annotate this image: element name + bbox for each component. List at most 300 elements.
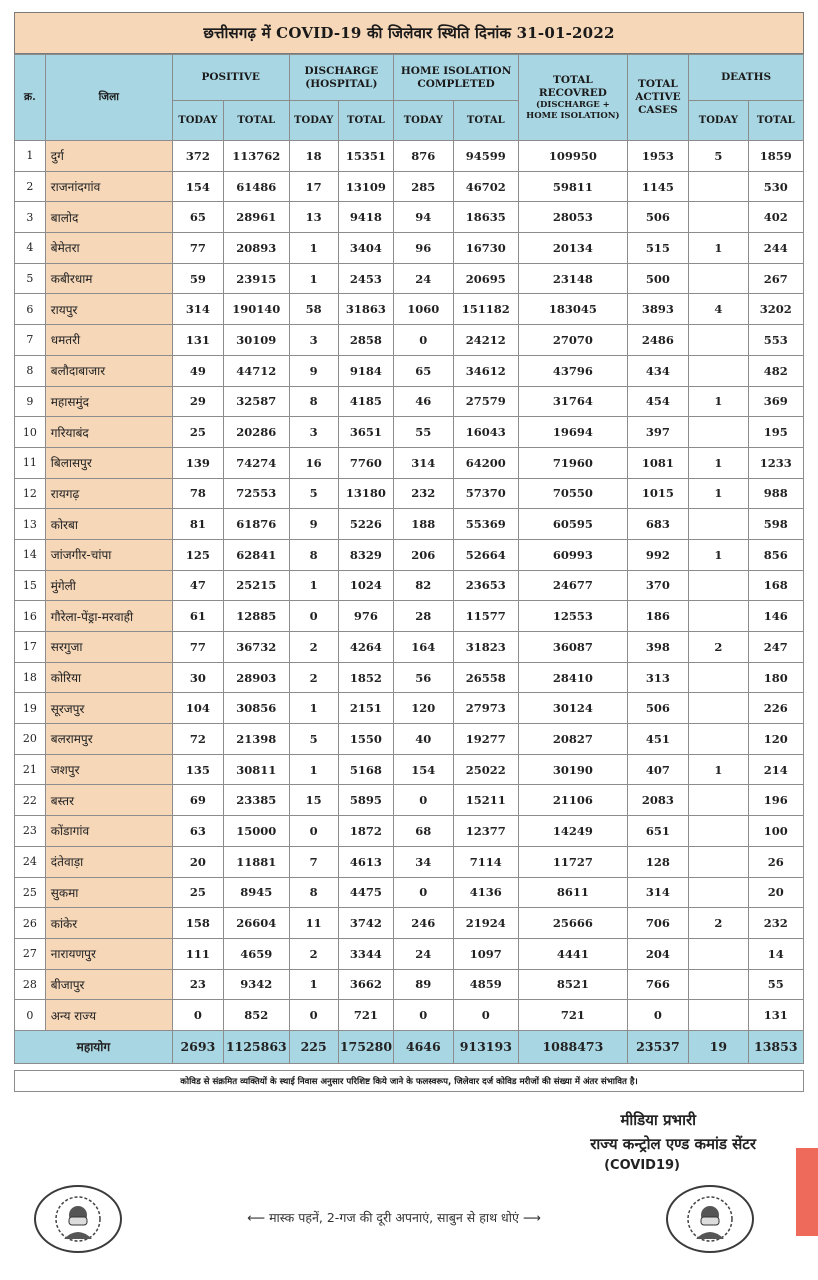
cell-dis-total: 5226 — [338, 509, 393, 540]
cell-active: 1015 — [627, 478, 688, 509]
cell-death-total: 214 — [748, 754, 803, 785]
cell-pos-total: 25215 — [224, 570, 290, 601]
cell-death-total: 26 — [748, 846, 803, 877]
cell-dis-total: 3404 — [338, 233, 393, 264]
cell-pos-total: 23385 — [224, 785, 290, 816]
cell-dis-today: 58 — [289, 294, 338, 325]
cell-recovered: 60595 — [519, 509, 628, 540]
cell-death-total: 856 — [748, 539, 803, 570]
cell-death-today: 2 — [689, 632, 748, 663]
cell-pos-total: 30109 — [224, 325, 290, 356]
cell-pos-total: 21398 — [224, 724, 290, 755]
cell-dis-total: 13180 — [338, 478, 393, 509]
grand-total-death-total: 13853 — [748, 1030, 803, 1063]
cell-dis-total: 7760 — [338, 447, 393, 478]
row-district: दुर्ग — [45, 141, 172, 172]
cell-active: 186 — [627, 601, 688, 632]
cell-death-total: 232 — [748, 908, 803, 939]
cell-recovered: 19694 — [519, 417, 628, 448]
table-row — [15, 601, 804, 632]
media-credit — [590, 1110, 756, 1173]
cell-dis-total: 1024 — [338, 570, 393, 601]
cell-active: 370 — [627, 570, 688, 601]
cell-pos-today: 30 — [172, 662, 223, 693]
cell-death-total: 247 — [748, 632, 803, 663]
cell-dis-today: 13 — [289, 202, 338, 233]
row-district: महासमुंद — [45, 386, 172, 417]
cell-active: 313 — [627, 662, 688, 693]
grand-total-death-today: 19 — [689, 1030, 748, 1063]
cell-pos-total: 61876 — [224, 509, 290, 540]
cell-recovered: 30124 — [519, 693, 628, 724]
cell-hi-total: 0 — [453, 1000, 519, 1031]
cell-dis-total: 4475 — [338, 877, 393, 908]
cell-recovered: 21106 — [519, 785, 628, 816]
cell-dis-today: 11 — [289, 908, 338, 939]
cell-active: 407 — [627, 754, 688, 785]
cell-active: 398 — [627, 632, 688, 663]
media-line-3: (COVID19) — [604, 1158, 680, 1173]
cell-hi-today: 164 — [394, 632, 453, 663]
row-sn: 10 — [15, 417, 46, 448]
cell-active: 766 — [627, 969, 688, 1000]
cell-recovered: 60993 — [519, 539, 628, 570]
cell-active: 2083 — [627, 785, 688, 816]
cell-dis-total: 9184 — [338, 355, 393, 386]
row-district: गौरेला-पेंड्रा-मरवाही — [45, 601, 172, 632]
cell-pos-today: 72 — [172, 724, 223, 755]
table-row — [15, 908, 804, 939]
header-sn: क्र. — [15, 55, 46, 141]
cell-recovered: 43796 — [519, 355, 628, 386]
cell-active: 992 — [627, 539, 688, 570]
cell-dis-total: 9418 — [338, 202, 393, 233]
mask-face-badge-left — [34, 1185, 122, 1253]
cell-hi-total: 24212 — [453, 325, 519, 356]
row-district: बलरामपुर — [45, 724, 172, 755]
cell-active: 1145 — [627, 171, 688, 202]
cell-death-today: 1 — [689, 386, 748, 417]
table-row — [15, 846, 804, 877]
cell-dis-today: 2 — [289, 662, 338, 693]
row-sn: 5 — [15, 263, 46, 294]
cell-recovered: 20827 — [519, 724, 628, 755]
table-row — [15, 539, 804, 570]
row-sn: 24 — [15, 846, 46, 877]
cell-dis-total: 15351 — [338, 141, 393, 172]
cell-pos-today: 63 — [172, 816, 223, 847]
cell-hi-total: 16730 — [453, 233, 519, 264]
cell-active: 434 — [627, 355, 688, 386]
row-district: कोरिया — [45, 662, 172, 693]
cell-hi-total: 46702 — [453, 171, 519, 202]
row-sn: 22 — [15, 785, 46, 816]
cell-hi-total: 34612 — [453, 355, 519, 386]
cell-death-total: 131 — [748, 1000, 803, 1031]
cell-pos-today: 78 — [172, 478, 223, 509]
cell-hi-total: 21924 — [453, 908, 519, 939]
cell-death-total: 14 — [748, 938, 803, 969]
row-sn: 27 — [15, 938, 46, 969]
cell-dis-total: 13109 — [338, 171, 393, 202]
cell-pos-total: 20286 — [224, 417, 290, 448]
table-row — [15, 355, 804, 386]
cell-hi-today: 0 — [394, 877, 453, 908]
row-district: कोरबा — [45, 509, 172, 540]
cell-dis-today: 1 — [289, 233, 338, 264]
cell-hi-today: 89 — [394, 969, 453, 1000]
cell-pos-total: 62841 — [224, 539, 290, 570]
cell-death-today — [689, 693, 748, 724]
cell-dis-today: 9 — [289, 509, 338, 540]
grand-total-row — [15, 1030, 804, 1063]
mask-face-badge-right — [666, 1185, 754, 1253]
cell-death-total: 1859 — [748, 141, 803, 172]
header-hi-today: TODAY — [394, 101, 453, 141]
cell-dis-today: 7 — [289, 846, 338, 877]
row-district: बिलासपुर — [45, 447, 172, 478]
safety-slogan: ⟵ मास्क पहनें, 2-गज की दूरी अपनाएं, साबुन से हाथ धोएं ⟶ — [247, 1210, 541, 1225]
cell-hi-today: 1060 — [394, 294, 453, 325]
cell-dis-total: 4264 — [338, 632, 393, 663]
cell-dis-total: 1872 — [338, 816, 393, 847]
cell-death-today — [689, 171, 748, 202]
header-deaths-today: TODAY — [689, 101, 748, 141]
cell-death-total: 120 — [748, 724, 803, 755]
cell-death-total: 195 — [748, 417, 803, 448]
cell-recovered: 36087 — [519, 632, 628, 663]
row-district: अन्य राज्य — [45, 1000, 172, 1031]
table-row — [15, 724, 804, 755]
row-sn: 1 — [15, 141, 46, 172]
cell-dis-total: 8329 — [338, 539, 393, 570]
cell-pos-total: 74274 — [224, 447, 290, 478]
cell-dis-total: 31863 — [338, 294, 393, 325]
table-row — [15, 417, 804, 448]
row-district: बेमेतरा — [45, 233, 172, 264]
grand-total-label: महायोग — [15, 1030, 173, 1063]
cell-dis-today: 1 — [289, 693, 338, 724]
cell-hi-total: 4136 — [453, 877, 519, 908]
cell-death-total: 3202 — [748, 294, 803, 325]
cell-death-total: 226 — [748, 693, 803, 724]
cell-recovered: 25666 — [519, 908, 628, 939]
cell-recovered: 8521 — [519, 969, 628, 1000]
cell-dis-total: 5895 — [338, 785, 393, 816]
cell-pos-today: 139 — [172, 447, 223, 478]
cell-pos-total: 32587 — [224, 386, 290, 417]
row-sn: 15 — [15, 570, 46, 601]
cell-active: 1953 — [627, 141, 688, 172]
row-sn: 3 — [15, 202, 46, 233]
cell-recovered: 23148 — [519, 263, 628, 294]
row-sn: 16 — [15, 601, 46, 632]
cell-death-total: 55 — [748, 969, 803, 1000]
cell-recovered: 109950 — [519, 141, 628, 172]
cell-recovered: 8611 — [519, 877, 628, 908]
cell-pos-today: 59 — [172, 263, 223, 294]
cell-pos-total: 30811 — [224, 754, 290, 785]
cell-dis-today: 1 — [289, 754, 338, 785]
cell-death-total: 402 — [748, 202, 803, 233]
cell-dis-today: 16 — [289, 447, 338, 478]
cell-hi-today: 94 — [394, 202, 453, 233]
cell-recovered: 14249 — [519, 816, 628, 847]
cell-death-total: 598 — [748, 509, 803, 540]
cell-dis-total: 3662 — [338, 969, 393, 1000]
cell-pos-today: 29 — [172, 386, 223, 417]
cell-recovered: 12553 — [519, 601, 628, 632]
cell-hi-today: 34 — [394, 846, 453, 877]
row-sn: 14 — [15, 539, 46, 570]
cell-recovered: 4441 — [519, 938, 628, 969]
cell-death-today: 1 — [689, 233, 748, 264]
cell-pos-total: 113762 — [224, 141, 290, 172]
row-district: बस्तर — [45, 785, 172, 816]
cell-hi-total: 19277 — [453, 724, 519, 755]
covid-report-sheet — [14, 12, 804, 1092]
cell-dis-today: 2 — [289, 632, 338, 663]
cell-active: 454 — [627, 386, 688, 417]
cell-recovered: 24677 — [519, 570, 628, 601]
cell-dis-today: 0 — [289, 1000, 338, 1031]
grand-total-hi-today: 4646 — [394, 1030, 453, 1063]
cell-pos-total: 9342 — [224, 969, 290, 1000]
cell-dis-total: 1852 — [338, 662, 393, 693]
cell-hi-total: 64200 — [453, 447, 519, 478]
cell-death-total: 180 — [748, 662, 803, 693]
table-row — [15, 816, 804, 847]
cell-hi-today: 65 — [394, 355, 453, 386]
cell-pos-total: 15000 — [224, 816, 290, 847]
cell-dis-total: 721 — [338, 1000, 393, 1031]
cell-death-today — [689, 263, 748, 294]
cell-pos-total: 28961 — [224, 202, 290, 233]
cell-death-today: 1 — [689, 539, 748, 570]
row-sn: 11 — [15, 447, 46, 478]
cell-active: 651 — [627, 816, 688, 847]
cell-active: 706 — [627, 908, 688, 939]
row-sn: 28 — [15, 969, 46, 1000]
cell-death-total: 196 — [748, 785, 803, 816]
cell-pos-total: 11881 — [224, 846, 290, 877]
row-sn: 13 — [15, 509, 46, 540]
cell-hi-total: 20695 — [453, 263, 519, 294]
grand-total-pos-total: 1125863 — [224, 1030, 290, 1063]
table-row — [15, 754, 804, 785]
cell-pos-total: 190140 — [224, 294, 290, 325]
cell-pos-today: 23 — [172, 969, 223, 1000]
cell-hi-total: 23653 — [453, 570, 519, 601]
cell-recovered: 30190 — [519, 754, 628, 785]
cell-pos-today: 314 — [172, 294, 223, 325]
cell-dis-today: 5 — [289, 478, 338, 509]
cell-hi-today: 55 — [394, 417, 453, 448]
cell-death-total: 369 — [748, 386, 803, 417]
cell-pos-today: 125 — [172, 539, 223, 570]
cell-hi-total: 31823 — [453, 632, 519, 663]
table-row — [15, 171, 804, 202]
cell-recovered: 59811 — [519, 171, 628, 202]
cell-hi-total: 52664 — [453, 539, 519, 570]
table-row — [15, 141, 804, 172]
row-sn: 2 — [15, 171, 46, 202]
cell-dis-total: 1550 — [338, 724, 393, 755]
row-sn: 6 — [15, 294, 46, 325]
grand-total-recovered: 1088473 — [519, 1030, 628, 1063]
cell-hi-total: 55369 — [453, 509, 519, 540]
cell-recovered: 28053 — [519, 202, 628, 233]
cell-pos-today: 61 — [172, 601, 223, 632]
footer-slogan-strip — [34, 1185, 754, 1255]
cell-dis-today: 8 — [289, 877, 338, 908]
cell-pos-today: 131 — [172, 325, 223, 356]
header-total-active: TOTAL ACTIVE CASES — [627, 55, 688, 141]
row-district: गरियाबंद — [45, 417, 172, 448]
cell-death-total: 146 — [748, 601, 803, 632]
row-sn: 9 — [15, 386, 46, 417]
cell-pos-total: 852 — [224, 1000, 290, 1031]
grand-total-hi-total: 913193 — [453, 1030, 519, 1063]
table-row — [15, 509, 804, 540]
cell-hi-today: 0 — [394, 785, 453, 816]
cell-hi-today: 24 — [394, 263, 453, 294]
cell-hi-total: 12377 — [453, 816, 519, 847]
header-positive: POSITIVE — [172, 55, 289, 101]
cell-active: 500 — [627, 263, 688, 294]
cell-pos-today: 372 — [172, 141, 223, 172]
cell-hi-total: 15211 — [453, 785, 519, 816]
cell-active: 515 — [627, 233, 688, 264]
cell-active: 204 — [627, 938, 688, 969]
cell-death-total: 1233 — [748, 447, 803, 478]
cell-dis-today: 8 — [289, 386, 338, 417]
cell-pos-today: 135 — [172, 754, 223, 785]
cell-death-today — [689, 202, 748, 233]
cell-death-today — [689, 938, 748, 969]
grand-total-active: 23537 — [627, 1030, 688, 1063]
table-row — [15, 662, 804, 693]
cell-hi-today: 68 — [394, 816, 453, 847]
cell-pos-total: 4659 — [224, 938, 290, 969]
cell-dis-total: 976 — [338, 601, 393, 632]
header-deaths-total: TOTAL — [748, 101, 803, 141]
cell-recovered: 183045 — [519, 294, 628, 325]
cell-hi-total: 57370 — [453, 478, 519, 509]
row-sn: 18 — [15, 662, 46, 693]
table-row — [15, 1000, 804, 1031]
cell-active: 506 — [627, 202, 688, 233]
row-district: बलौदाबाजार — [45, 355, 172, 386]
row-sn: 17 — [15, 632, 46, 663]
row-sn: 4 — [15, 233, 46, 264]
cell-hi-today: 82 — [394, 570, 453, 601]
cell-dis-total: 4185 — [338, 386, 393, 417]
cell-pos-today: 25 — [172, 877, 223, 908]
cell-recovered: 27070 — [519, 325, 628, 356]
row-sn: 7 — [15, 325, 46, 356]
table-row — [15, 693, 804, 724]
cell-death-total: 553 — [748, 325, 803, 356]
table-row — [15, 785, 804, 816]
row-district: धमतरी — [45, 325, 172, 356]
row-district: रायगढ़ — [45, 478, 172, 509]
cell-death-today — [689, 662, 748, 693]
cell-hi-total: 1097 — [453, 938, 519, 969]
header-total-recovered-label: TOTAL RECOVRED — [538, 73, 607, 99]
cell-pos-today: 49 — [172, 355, 223, 386]
cell-hi-today: 40 — [394, 724, 453, 755]
cell-death-today — [689, 417, 748, 448]
cell-death-today — [689, 969, 748, 1000]
cell-hi-total: 4859 — [453, 969, 519, 1000]
cell-pos-today: 104 — [172, 693, 223, 724]
cell-pos-total: 23915 — [224, 263, 290, 294]
cell-pos-today: 0 — [172, 1000, 223, 1031]
header-total-recovered — [519, 55, 628, 141]
row-sn: 21 — [15, 754, 46, 785]
cell-hi-total: 7114 — [453, 846, 519, 877]
cell-death-today — [689, 846, 748, 877]
row-sn: 0 — [15, 1000, 46, 1031]
cell-death-total: 988 — [748, 478, 803, 509]
report-title: छत्तीसगढ़ में COVID-19 की जिलेवार स्थिति दिनांक 31-01-2022 — [14, 12, 804, 54]
cell-dis-today: 8 — [289, 539, 338, 570]
cell-active: 128 — [627, 846, 688, 877]
cell-hi-total: 11577 — [453, 601, 519, 632]
cell-pos-today: 47 — [172, 570, 223, 601]
cell-hi-today: 285 — [394, 171, 453, 202]
cell-dis-total: 3742 — [338, 908, 393, 939]
row-district: नारायणपुर — [45, 938, 172, 969]
table-row — [15, 632, 804, 663]
cell-recovered: 20134 — [519, 233, 628, 264]
cell-pos-today: 81 — [172, 509, 223, 540]
cell-pos-total: 61486 — [224, 171, 290, 202]
cell-death-today: 2 — [689, 908, 748, 939]
cell-pos-total: 12885 — [224, 601, 290, 632]
cell-dis-today: 15 — [289, 785, 338, 816]
cell-death-today — [689, 509, 748, 540]
cell-death-total: 20 — [748, 877, 803, 908]
cell-death-today — [689, 877, 748, 908]
row-sn: 12 — [15, 478, 46, 509]
table-row — [15, 294, 804, 325]
header-discharge-total: TOTAL — [338, 101, 393, 141]
footnote: कोविड से संक्रमित व्यक्तियों के स्थाई निवास अनुसार परिशिष्ट किये जाने के फलस्वरूप, जिलेवार दर्ज कोविड मरीजों की संख्या में अंतर संभावित है। — [14, 1070, 804, 1092]
cell-active: 3893 — [627, 294, 688, 325]
cell-hi-today: 46 — [394, 386, 453, 417]
cell-pos-total: 8945 — [224, 877, 290, 908]
cell-hi-today: 154 — [394, 754, 453, 785]
cell-active: 2486 — [627, 325, 688, 356]
cell-hi-total: 25022 — [453, 754, 519, 785]
cell-hi-total: 27973 — [453, 693, 519, 724]
row-district: सुकमा — [45, 877, 172, 908]
cell-active: 451 — [627, 724, 688, 755]
cell-hi-today: 56 — [394, 662, 453, 693]
table-row — [15, 263, 804, 294]
header-total-recovered-note: (DISCHARGE + HOME ISOLATION) — [526, 99, 620, 121]
row-district: कांकेर — [45, 908, 172, 939]
row-district: कोंडागांव — [45, 816, 172, 847]
row-sn: 25 — [15, 877, 46, 908]
cell-dis-today: 0 — [289, 816, 338, 847]
cell-pos-today: 158 — [172, 908, 223, 939]
cell-dis-today: 3 — [289, 325, 338, 356]
cell-recovered: 70550 — [519, 478, 628, 509]
media-line-1: मीडिया प्रभारी — [620, 1111, 696, 1129]
